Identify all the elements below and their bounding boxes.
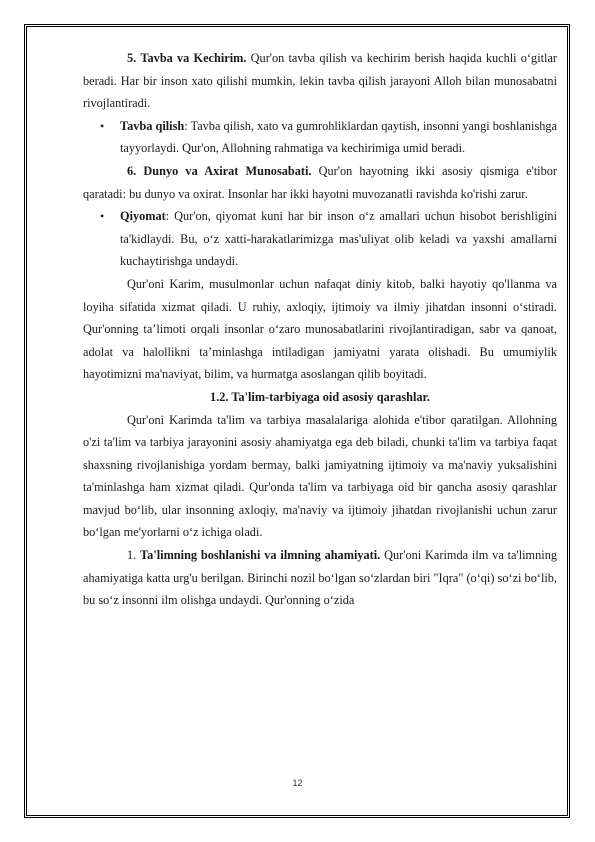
intro-paragraph: Qur'oni Karimda ta'lim va tarbiya masalalariga alohida e'tibor qaratilgan. Allohning o'zi ta'lim va tarbiya jarayonini asosiy ahamiyatga ega deb biladi, chunki ta'lim va tarbiya faqat shaxsning rivojlanishiga yordam bermay, balki jamiyatning ijtimoiy va ma'naviy yuksalishini ta'minlashga ham xizmat qiladi. Qur'onda ta'lim va tarbiyaga oid bir qancha asosiy qarashlar mavjud bo‘lib, ular insonning axloqiy, ma'naviy va ijtimoiy jihatdan rivojlanishi uchun zarur bo‘lgan me'yorlarni o‘z ichiga oladi.	[83, 412, 557, 540]
subsection-1-paragraph	[83, 544, 557, 612]
document-body	[83, 47, 557, 612]
bullet-dot-icon: •	[100, 118, 105, 133]
section-6-text: Qur'on hayotning ikki asosiy qismiga e'tibor qaratadi: bu dunyo va oxirat. Insonlar har ikki hayotni muvozanatli ravishda ko'rishi zarur.	[83, 163, 557, 201]
bullet-dot-icon: •	[100, 209, 105, 224]
section-6-number: 6.	[127, 163, 137, 178]
bullet-text: : Qur'on, qiyomat kuni har bir inson o‘z amallari uchun hisobot berishligini ta'kidlaydi. Bu, o‘z xatti-harakatlarimizga mas'uliyat olib keladi va yaxshi amallarni kuchaytirishga undaydi.	[120, 209, 557, 269]
section-5-number: 5.	[127, 51, 137, 65]
bullet-qiyomat	[83, 205, 557, 273]
section-6-title: Dunyo va Axirat Munosabati.	[143, 163, 312, 178]
summary-paragraph: Qur'oni Karim, musulmonlar uchun nafaqat diniy kitob, balki hayotiy qo'llanma va loyiha sifatida xizmat qiladi. U ruhiy, axloqiy, ijtimoiy va ilmiy jihatdan insonni o‘stiradi. Qur'onning ta’limoti orqali insonlar o‘zaro munosabatlarini rivojlantiradigan, sabr va qanoat, adolat va halollikni ta’minlashga intiladigan jamiyatni yarata olishadi. Bu umumiylik hayotimizni ma'naviyat, bilim, va hurmatga asoslangan qilib boyitadi.	[83, 276, 557, 382]
section-5-text: Qur'on tavba qilish va kechirim berish haqida kuchli o‘gitlar beradi. Har bir inson xato qilishi mumkin, lekin tavba qilish jarayoni Alloh bilan munosabatni rivojlantiradi.	[83, 51, 557, 111]
bullet-term: Tavba qilish	[120, 118, 185, 133]
subsection-1-text: Qur'oni Karimda ilm va ta'limning ahamiyatiga katta urg'u berilgan. Birinchi nozil bo‘lgan so‘zlardan biri "Iqra" (o‘qi) so‘zi bo‘lib, bu so‘z insonni ilm olishga undaydi. Qur'onning o‘zida	[83, 548, 557, 608]
section-heading: 1.2. Ta'lim-tarbiyaga oid asosiy qarashlar.	[210, 389, 430, 404]
bullet-tavba-qilish	[83, 115, 557, 160]
page-number: 12	[292, 778, 303, 788]
bullet-term: Qiyomat	[120, 209, 166, 224]
section-6-paragraph	[83, 160, 557, 205]
section-5-title: Tavba va Kechirim.	[140, 51, 247, 65]
subsection-1-number: 1.	[127, 548, 137, 563]
bullet-text: : Tavba qilish, xato va gumrohliklardan qaytish, insonni yangi boshlanishga tayyorlaydi. Qur'on, Allohning rahmatiga va kechirimiga umid beradi.	[120, 118, 557, 156]
section-5-paragraph	[83, 47, 557, 115]
subsection-1-title: Ta'limning boshlanishi va ilmning ahamiyati.	[140, 548, 381, 563]
